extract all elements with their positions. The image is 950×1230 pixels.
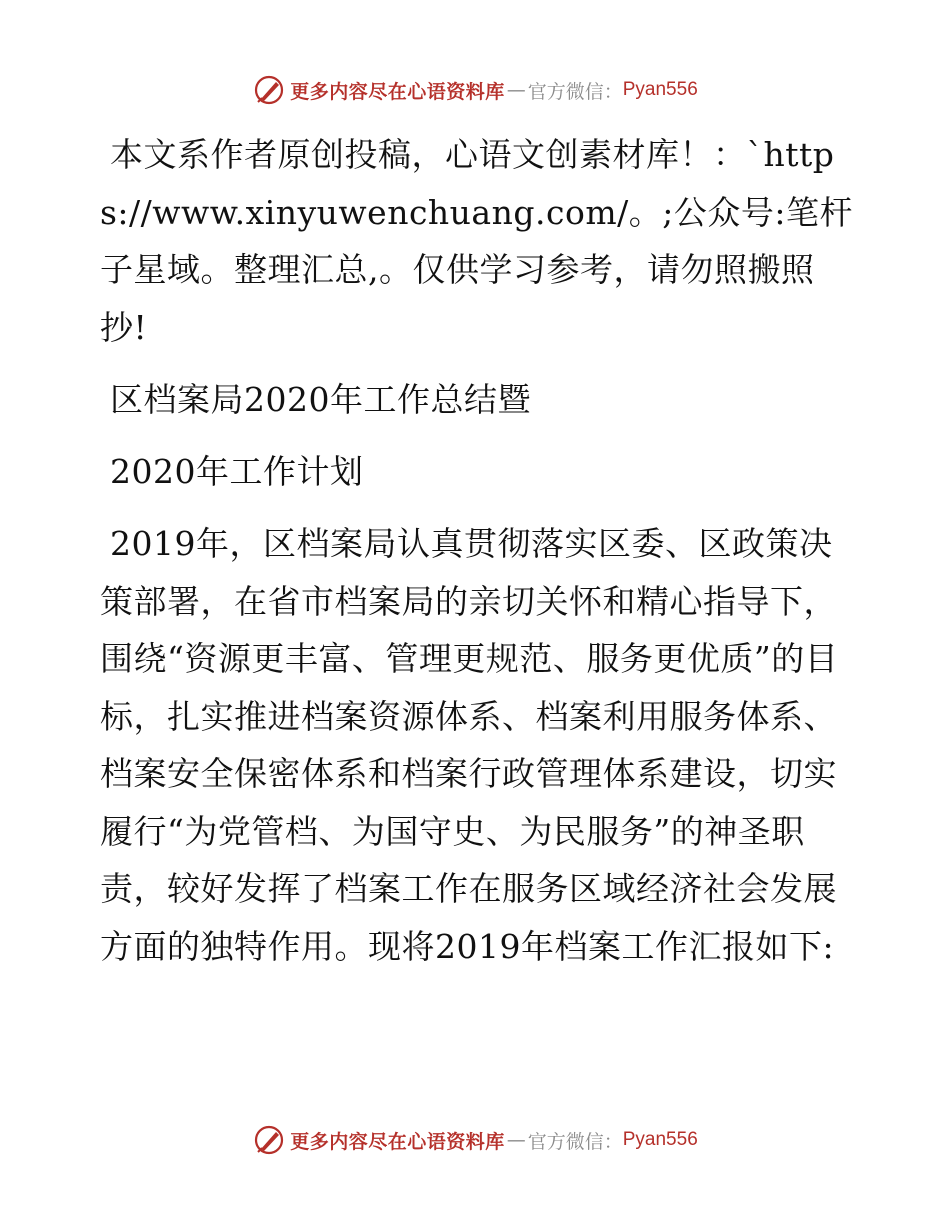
intro-paragraph: 本文系作者原创投稿，心语文创素材库！：`https://www.xinyuwenchuang.com/。;公众号:笔杆子星域。整理汇总,。仅供学习参考，请勿照搬照抄! — [100, 135, 853, 347]
body-paragraph: 2019年，区档案局认真贯彻落实区委、区政策决策部署，在省市档案局的亲切关怀和精心指导下，围绕“资源更丰富、管理更规范、服务更优质”的目标，扎实推进档案资源体系、档案利用服务体系、档案安全保密体系和档案行政管理体系建设，切实履行“为党管档、为国守史、为民服务”的神圣职责，较好发挥了档案工作在服务区域经济社会发展方面的独特作用。现将2019年档案工作汇报如下: — [100, 524, 839, 966]
banner-text: 更多内容尽在心语资料库 — [290, 1130, 505, 1153]
title-line-2: 2020年工作计划 — [110, 451, 364, 491]
banner-dash: — — [506, 79, 526, 101]
banner-wechat-label: 官方微信： — [527, 80, 623, 103]
banner-text: 更多内容尽在心语资料库 — [290, 80, 505, 103]
quill-logo-icon — [252, 1123, 286, 1157]
banner-wechat-label: 官方微信： — [527, 1130, 623, 1153]
document-body — [100, 126, 860, 975]
header-banner — [0, 70, 950, 110]
title-line-1: 区档案局2020年工作总结暨 — [110, 380, 531, 419]
banner-wechat-id: Pyan556 — [622, 1129, 698, 1150]
banner-dash: — — [506, 1129, 526, 1151]
quill-logo-icon — [252, 73, 286, 107]
footer-banner — [0, 1120, 950, 1160]
banner-wechat-id: Pyan556 — [622, 79, 698, 100]
